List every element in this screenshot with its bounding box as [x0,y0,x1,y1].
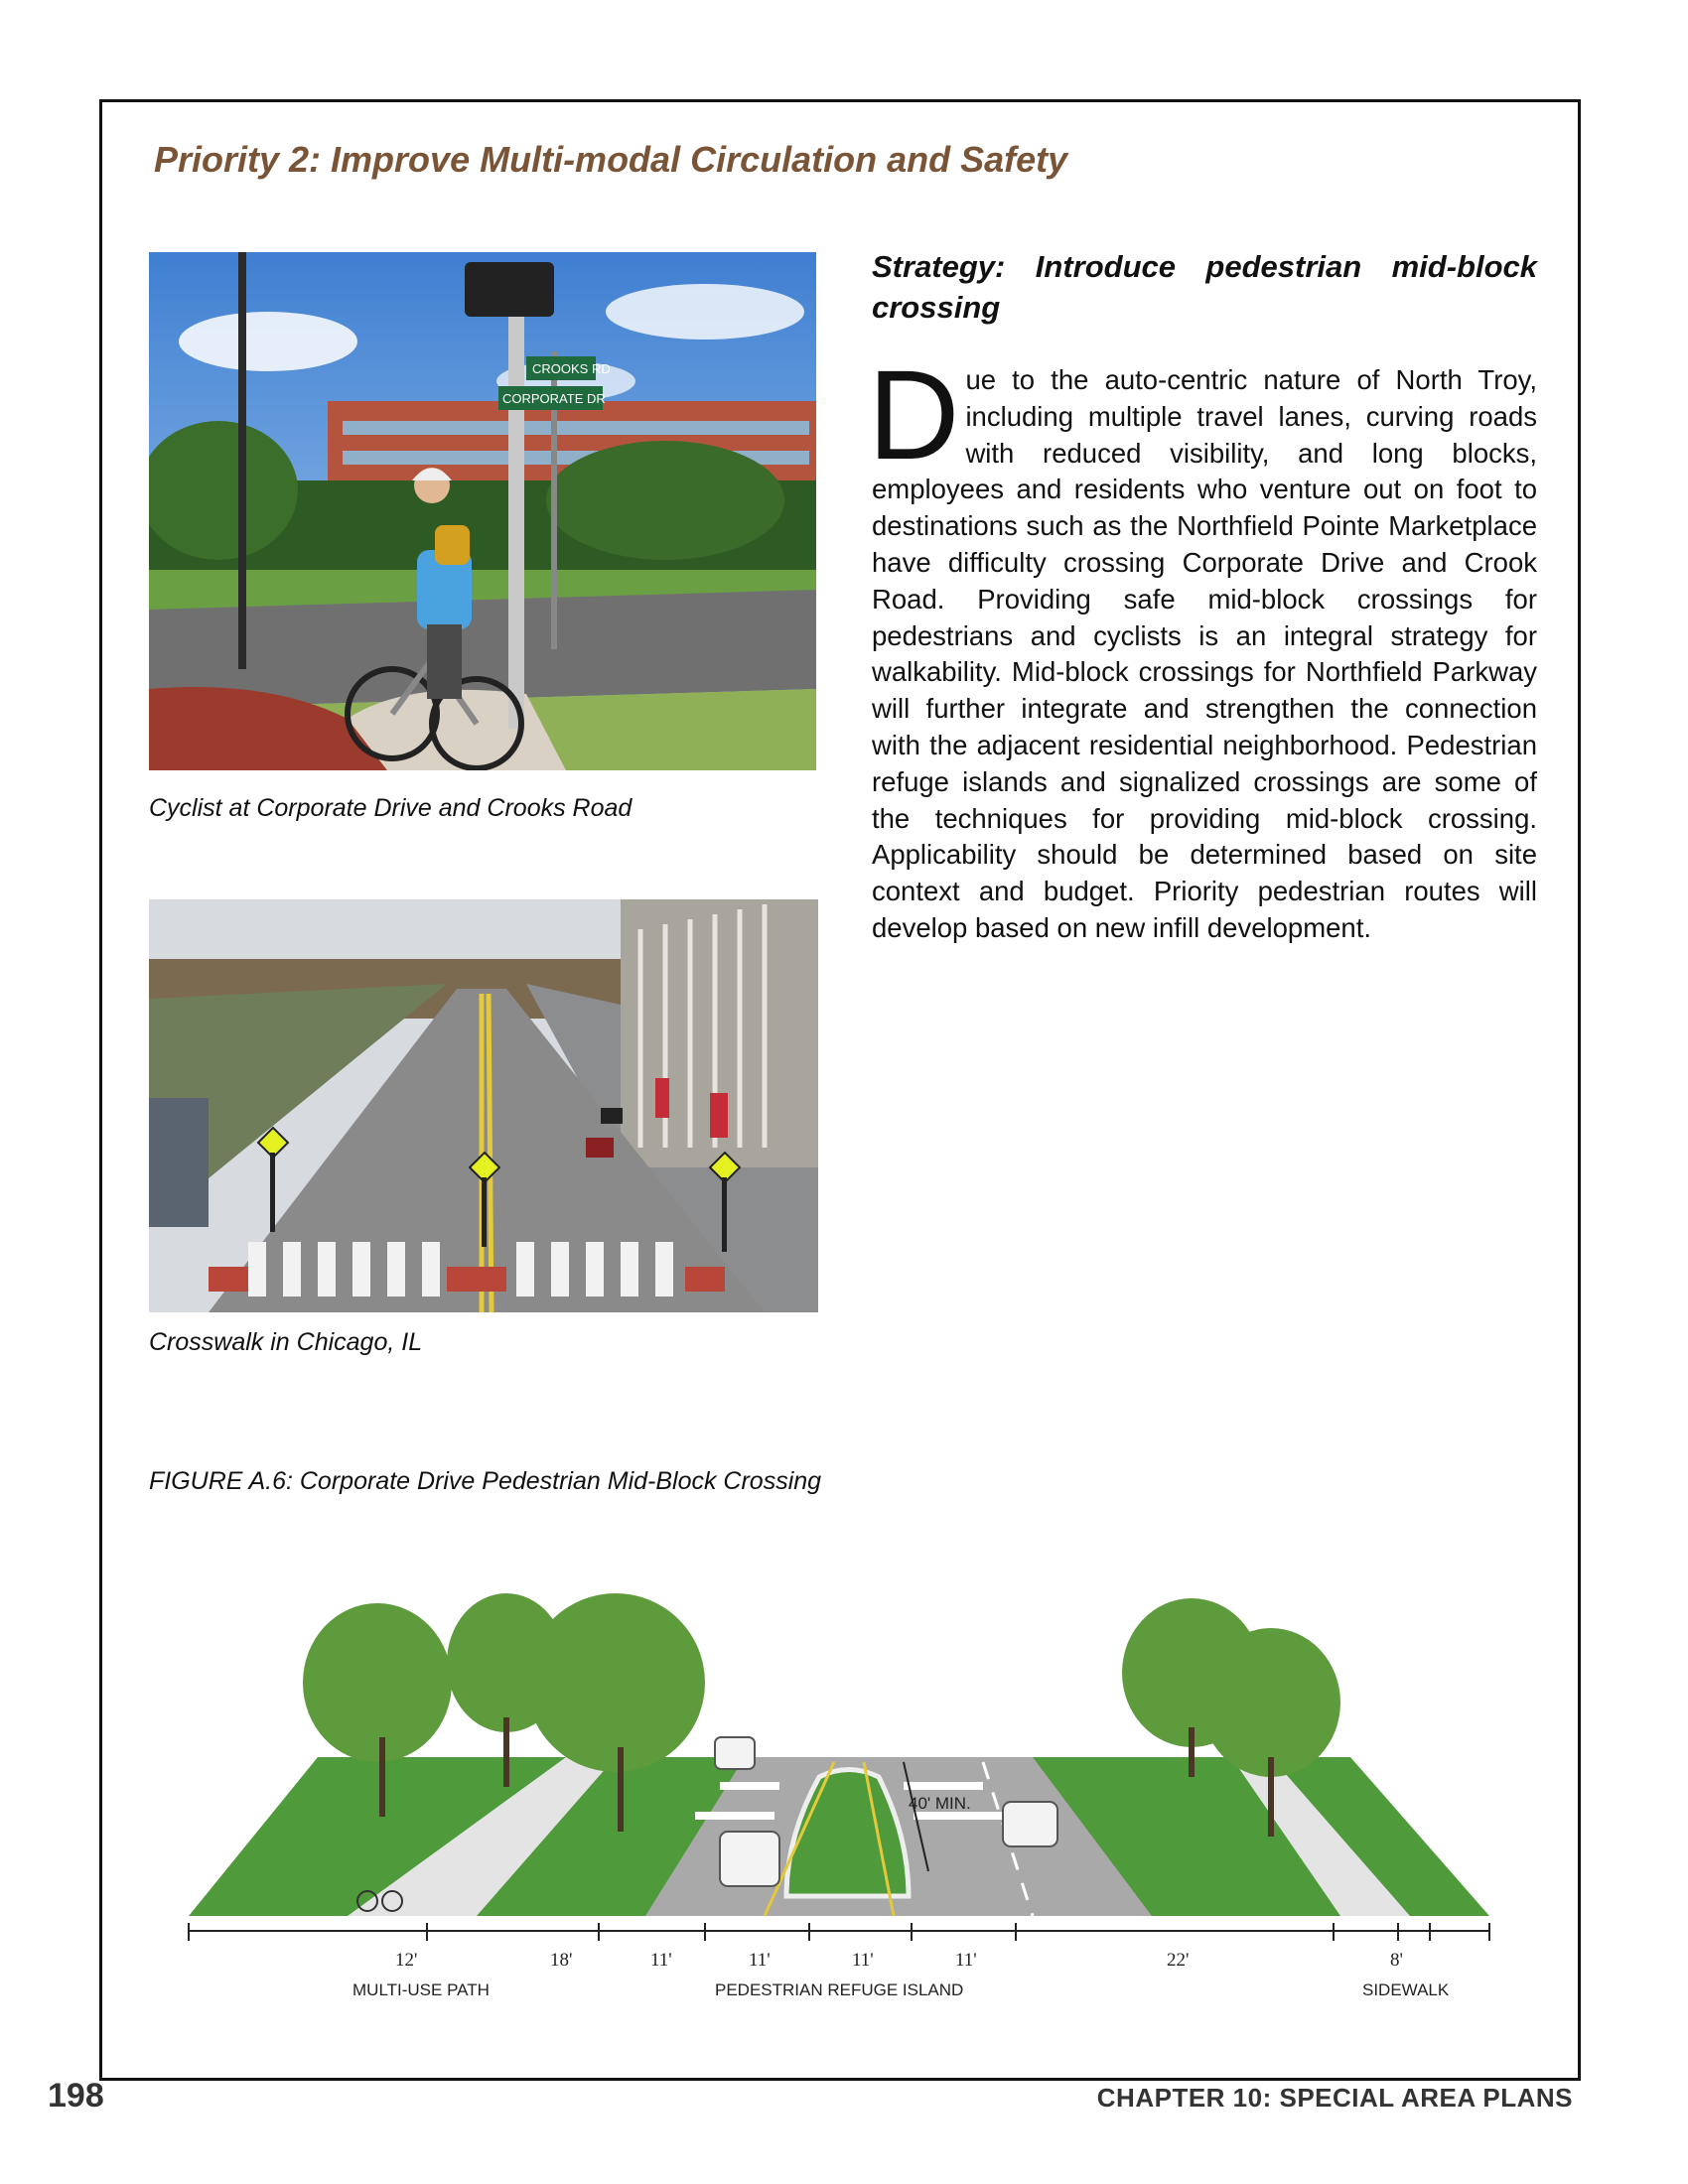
body-text: ue to the auto-centric nature of North Troy, including multiple travel lanes, curving roads with reduced visibility, and long blocks, employees and residents who venture out on foot to destinations such as the Northfield Pointe Marketplace have difficulty crossing Corporate Drive and Crook Road. Providing safe mid-block crossings for pedestrians and cyclists is an integral strategy for walkability. Mid-block crossings for Northfield Parkway will further integrate and strengthen the connection with the adjacent residential neighborhood. Pedestrian refuge islands and signalized crossings are some of the techniques for providing mid-block crossing. Applicability should be determined based on site context and budget. Priority pedestrian routes will develop based on new infill development. [872,364,1537,943]
body-paragraph [868,344,1537,947]
street-cross-section-diagram [179,1588,1509,2020]
label-multi-use-path: MULTI-USE PATH [352,1980,490,1999]
dim-sidewalk: 8' [1390,1950,1403,1971]
corporate-sign-text: CORPORATE DR [502,391,606,406]
dim-buffer: 22' [1167,1950,1190,1971]
dim-lane-2: 11' [749,1950,771,1971]
drop-cap: D [868,344,960,486]
dim-planting-strip: 18' [550,1950,573,1971]
crosswalk-photo-caption: Crosswalk in Chicago, IL [149,1328,423,1356]
dim-lane-1: 11' [650,1950,672,1971]
label-sidewalk: SIDEWALK [1362,1980,1450,1999]
dim-lane-4: 11' [955,1950,977,1971]
crosswalk-photo [149,899,818,1312]
cyclist-photo [149,252,816,770]
section-heading: Priority 2: Improve Multi-modal Circulation and Safety [154,139,1068,180]
dim-lane-3: 11' [852,1950,874,1971]
chapter-footer: CHAPTER 10: SPECIAL AREA PLANS [1096,2083,1573,2113]
figure-title: FIGURE A.6: Corporate Drive Pedestrian Mid-Block Crossing [149,1467,822,1495]
strategy-heading: Strategy: Introduce pedestrian mid-block crossing [872,249,1537,325]
cyclist-photo-caption: Cyclist at Corporate Drive and Crooks Road [149,794,633,822]
crooks-sign-text: CROOKS RD [532,361,611,376]
label-refuge-island: PEDESTRIAN REFUGE ISLAND [715,1980,964,1999]
page-number: 198 [48,2077,104,2115]
min-distance-label: 40' MIN. [909,1794,971,1813]
dim-multi-use-path: 12' [395,1950,418,1971]
